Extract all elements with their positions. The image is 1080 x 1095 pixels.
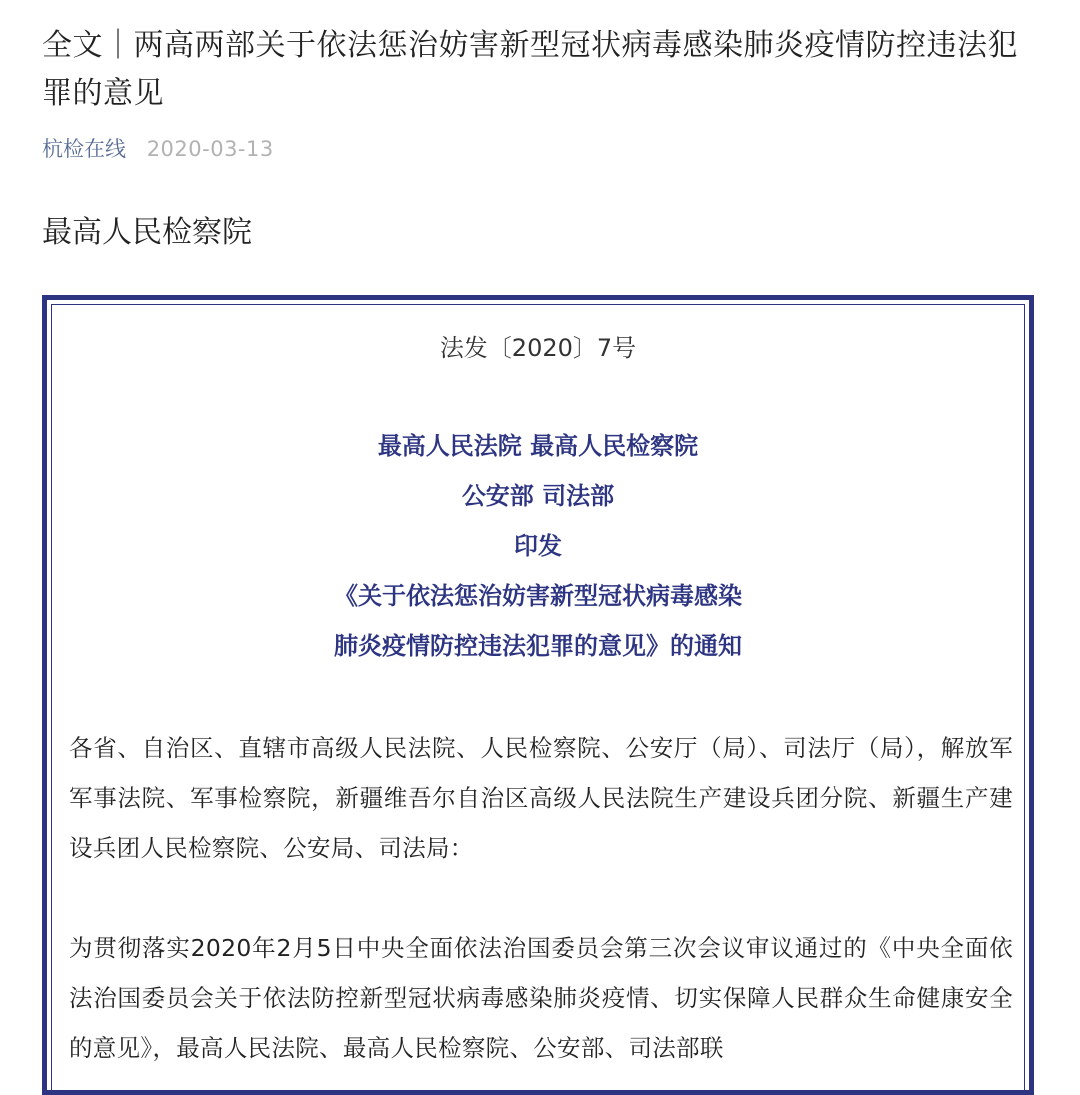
article-title: 全文｜两高两部关于依法惩治妨害新型冠状病毒感染肺炎疫情防控违法犯罪的意见 — [42, 28, 1018, 111]
notice-line-title-1: 《关于依法惩治妨害新型冠状病毒感染 — [334, 582, 742, 610]
notice-line-issuers-2: 公安部 司法部 — [461, 482, 615, 510]
org-heading: 最高人民检察院 — [42, 215, 252, 250]
notice-line-title-2: 肺炎疫情防控违法犯罪的意见》的通知 — [334, 632, 742, 660]
addressees-paragraph: 各省、自治区、直辖市高级人民法院、人民检察院、公安厅（局）、司法厅（局），解放军军事法院、军事检察院，新疆维吾尔自治区高级人民法院生产建设兵团分院、新疆生产建设兵团人民检察院、公安局、司法局： — [69, 734, 1013, 862]
source-link[interactable]: 杭检在线 — [42, 137, 126, 161]
article-meta — [42, 134, 274, 164]
body-paragraph: 为贯彻落实2020年2月5日中央全面依法治国委员会第三次会议审议通过的《中央全面依法治国委员会关于依法防控新型冠状病毒感染肺炎疫情、切实保障人民群众生命健康安全的意见》，最高人民法院、最高人民检察院、公安部、司法部联 — [69, 934, 1013, 1062]
notice-line-issue: 印发 — [514, 532, 562, 560]
document-frame — [42, 295, 1034, 1095]
publish-date: 2020-03-13 — [146, 137, 274, 161]
document-number: 法发〔2020〕7号 — [439, 334, 637, 362]
notice-line-issuers-1: 最高人民法院 最高人民检察院 — [377, 432, 699, 460]
